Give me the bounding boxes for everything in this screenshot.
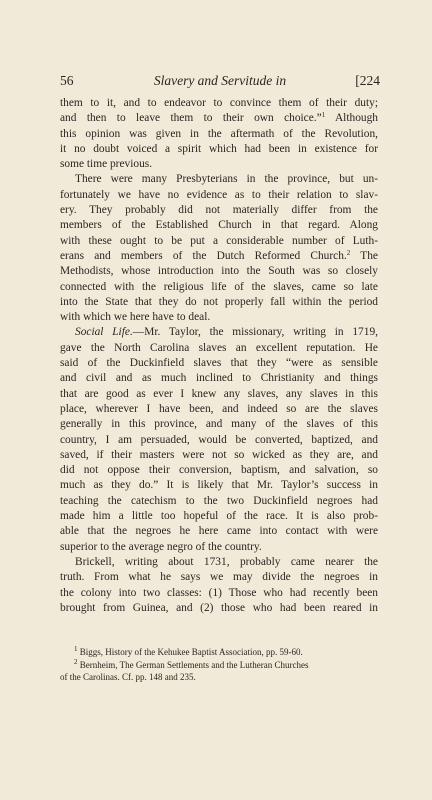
text-line: [60, 111, 378, 126]
footnote-ref: 1: [321, 111, 326, 120]
text-line: brought from Guinea, and (2) those who had been reared in: [60, 601, 378, 614]
text-line: members of the Established Church in that regard. Along: [60, 219, 378, 232]
footnote: [60, 646, 378, 659]
footnote-text: Bernheim, The German Settlements and the Lutheran Churches: [79, 659, 309, 670]
text-line: this opinion was given in the aftermath of the Revolution,: [60, 127, 378, 140]
text-line: them to it, and to endeavor to convince them of their duty;: [60, 97, 378, 109]
text-line: Brickell, writing about 1731, probably came nearer the: [75, 555, 378, 568]
footnote-text: Biggs, History of the Kehukee Baptist Association, pp. 59-60.: [79, 647, 303, 657]
text-segment: erans and members of the Dutch Reformed Church.: [60, 249, 347, 262]
footnotes: [60, 646, 378, 684]
main-text: [60, 96, 378, 616]
text-line: ery. They probably did not materially differ from the: [60, 204, 378, 217]
text-line: into the State that they do not properly fall within the period: [60, 295, 378, 308]
text-line: made him a little too hopeful of the race. It is also prob-: [60, 510, 378, 523]
text-line: and civil and as much inclined to Christianity and things: [60, 372, 378, 385]
page-header: [60, 73, 380, 91]
text-line: it no doubt voiced a spirit which had been in existence for: [60, 142, 378, 155]
text-line: that are good as ever I knew any slaves, any slaves in this: [60, 387, 378, 400]
text-segment: —Mr. Taylor, the missionary, writing in 1719,: [132, 326, 378, 339]
footnote-continuation: of the Carolinas. Cf. pp. 148 and 235.: [60, 672, 196, 682]
text-line: did not oppose their conversion, baptism, and salvation, so: [60, 464, 378, 477]
text-line: truth. From what he says we may divide the negroes in: [60, 571, 378, 584]
section-heading: Social Life.: [75, 326, 133, 339]
page-number: 56: [60, 73, 74, 88]
text-line: some time previous.: [60, 158, 153, 171]
text-line: [60, 325, 378, 340]
text-line: much as they do.” It is likely that Mr. Taylor’s success in: [60, 479, 378, 492]
text-line: There were many Presbyterians in the province, but un-: [75, 173, 378, 186]
text-line: Methodists, whose introduction into the South was so closely: [60, 265, 378, 278]
text-line: place, wherever I have been, and indeed so are the slaves: [60, 402, 378, 415]
text-line: the colony into two classes: (1) Those who had recently been: [60, 586, 378, 599]
running-title: Slavery and Servitude in: [153, 73, 287, 88]
paragraph: [60, 172, 378, 325]
text-line: fortunately we have no evidence as to their relation to slav-: [60, 188, 378, 201]
text-line: said of the Duckinfield slaves that they “were as sensible: [60, 357, 378, 370]
text-segment: and then to leave them to their own choice.”: [60, 112, 322, 125]
text-line: generally in this province, and many of the slaves of this: [60, 418, 378, 431]
paragraph: [60, 555, 378, 616]
footnote-mark: 1: [74, 645, 78, 653]
text-line: with which we here have to deal.: [60, 311, 211, 324]
text-line: teaching the catechism to the two Duckinfield negroes had: [60, 494, 378, 507]
text-line: gave the North Carolina slaves an excellent reputation. He: [60, 341, 378, 354]
paragraph: [60, 325, 378, 554]
footnote-ref: 2: [346, 248, 351, 257]
text-line: saved, if their masters were not so wicked as they are, and: [60, 448, 378, 461]
text-line: with these ought to be put a considerable number of Luth-: [60, 234, 378, 247]
paragraph: [60, 96, 378, 172]
footnote-mark: 2: [74, 657, 78, 666]
footnote: [60, 659, 378, 672]
text-line: connected with the religious life of the slaves, came so late: [60, 280, 378, 293]
text-line: superior to the average negro of the country.: [60, 540, 262, 553]
bracket-number: [224: [355, 73, 380, 88]
text-line: able that the negroes he here came into contact with were: [60, 525, 378, 538]
text-segment: Although: [334, 112, 378, 125]
text-line: country, I am persuaded, would be converted, baptized, and: [60, 433, 378, 446]
text-segment: The: [360, 249, 378, 262]
text-line: [60, 249, 378, 264]
